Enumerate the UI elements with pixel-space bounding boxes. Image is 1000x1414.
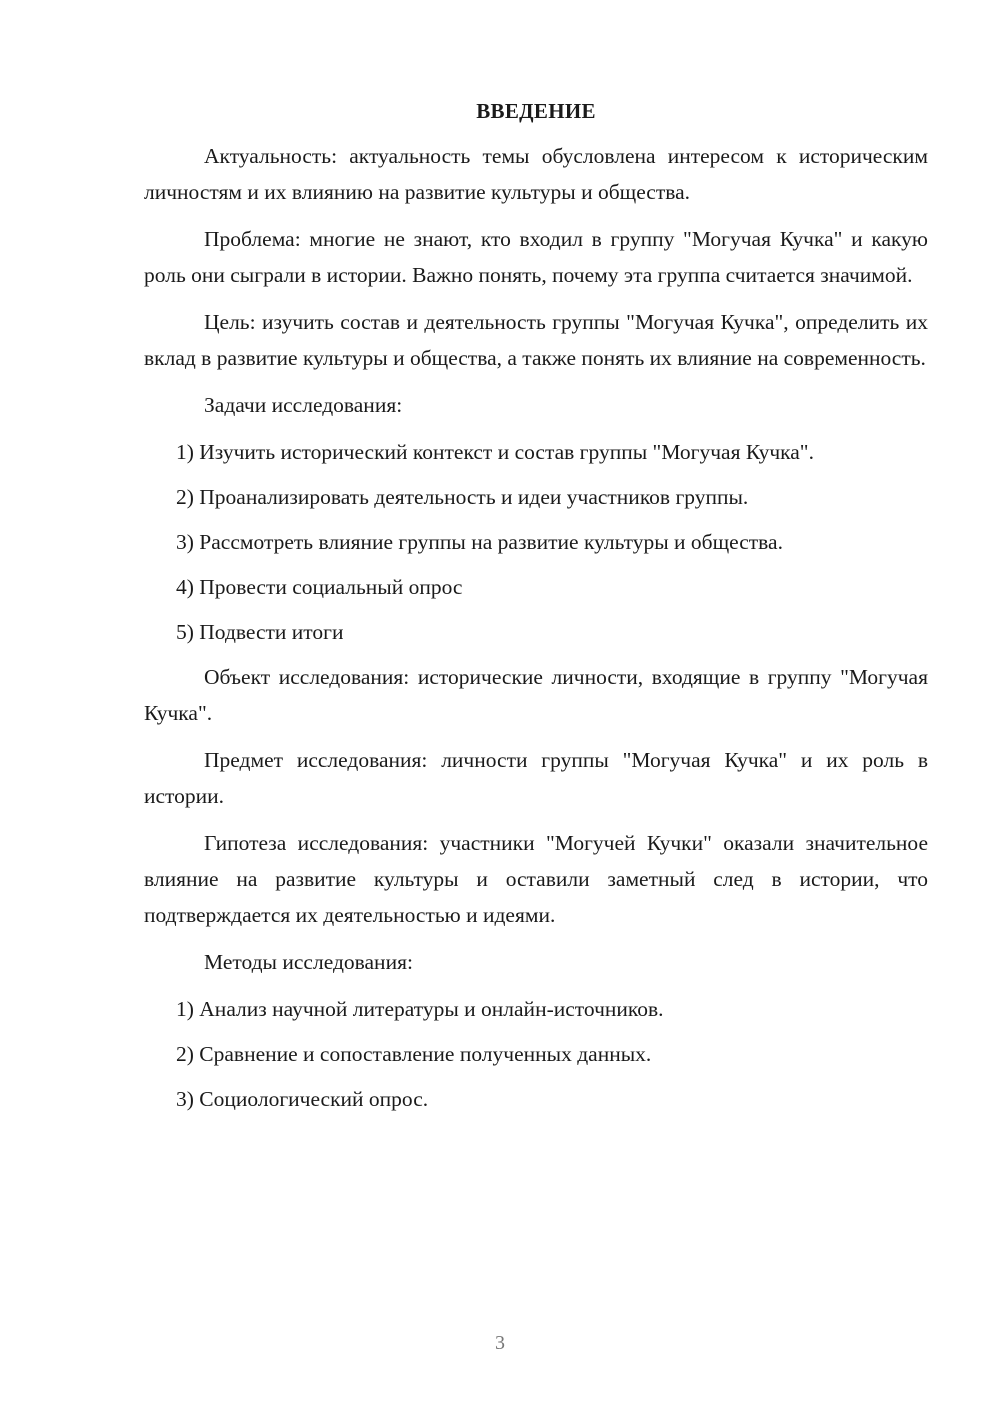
task-item: 1) Изучить исторический контекст и состав группы "Могучая Кучка". (176, 440, 814, 464)
task-item: 5) Подвести итоги (176, 620, 344, 644)
page-number: 3 (495, 1332, 505, 1354)
tasks-label: Задачи исследования: (204, 393, 403, 417)
method-item: 2) Сравнение и сопоставление полученных данных. (176, 1042, 652, 1066)
page-title: ВВЕДЕНИЕ (476, 99, 596, 123)
task-item: 2) Проанализировать деятельность и идеи участников группы. (176, 485, 749, 509)
method-item: 3) Социологический опрос. (176, 1087, 429, 1111)
tasks-list (144, 434, 928, 650)
task-item: 4) Провести социальный опрос (176, 575, 463, 599)
goal-paragraph: Цель: изучить состав и деятельность группы "Могучая Кучка", определить их вклад в развитие культуры и общества, а также понять их влияние на современность. (144, 310, 928, 370)
object-paragraph: Объект исследования: исторические личности, входящие в группу "Могучая Кучка". (144, 665, 928, 725)
subject-paragraph: Предмет исследования: личности группы "Могучая Кучка" и их роль в истории. (144, 748, 928, 808)
hypothesis-paragraph: Гипотеза исследования: участники "Могучей Кучки" оказали значительное влияние на развитие культуры и оставили заметный след в истории, что подтверждается их деятельностью и идеями. (144, 831, 928, 927)
problem-paragraph: Проблема: многие не знают, кто входил в группу "Могучая Кучка" и какую роль они сыграли в истории. Важно понять, почему эта группа считается значимой. (144, 227, 928, 287)
document-page (144, 96, 928, 1126)
methods-list (144, 991, 928, 1117)
task-item: 3) Рассмотреть влияние группы на развитие культуры и общества. (176, 530, 783, 554)
relevance-paragraph: Актуальность: актуальность темы обусловлена интересом к историческим личностям и их влиянию на развитие культуры и общества. (144, 144, 928, 204)
method-item: 1) Анализ научной литературы и онлайн-источников. (176, 997, 664, 1021)
methods-label: Методы исследования: (204, 950, 413, 974)
